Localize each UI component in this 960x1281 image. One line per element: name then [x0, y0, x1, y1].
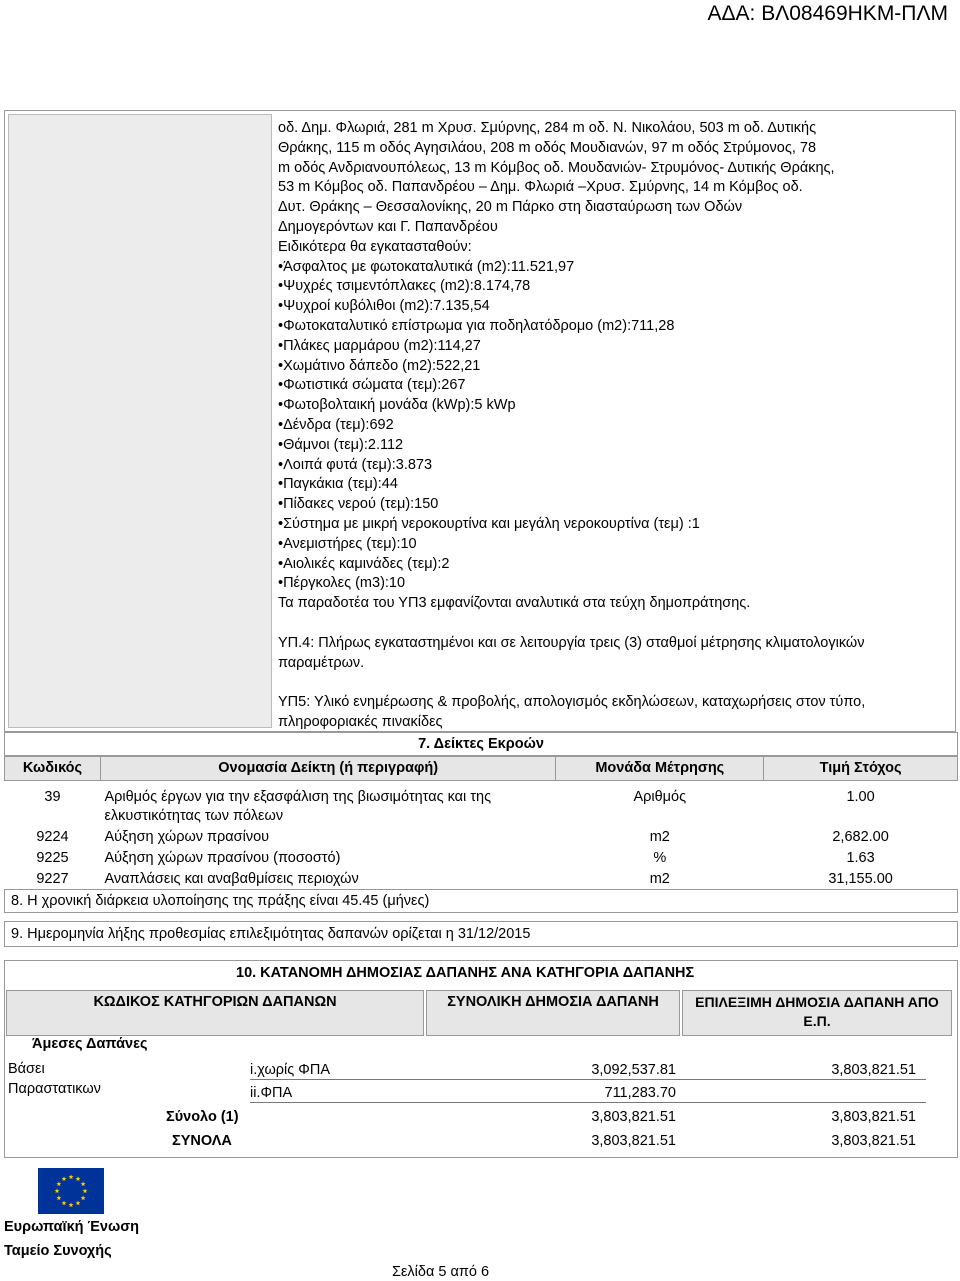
- indicator-code: 9227: [36, 871, 69, 887]
- ada-header: ΑΔΑ: ΒΛ08469ΗΚΜ-ΠΛΜ: [707, 2, 948, 25]
- basis-label-1: Βάσει: [8, 1061, 45, 1077]
- desc-line: •Ψυχροί κυβόλιθοι (m2):7.135,54: [278, 298, 490, 315]
- totals-eligible: 3,803,821.51: [831, 1133, 916, 1149]
- col-target-header: Τιμή Στόχος: [764, 757, 958, 781]
- basis-label-2: Παραστατικων: [8, 1081, 101, 1097]
- fund-name: Ταμείο Συνοχής: [4, 1243, 112, 1259]
- section10-title: 10. ΚΑΤΑΝΟΜΗ ΔΗΜΟΣΙΑΣ ΔΑΠΑΝΗΣ ΑΝΑ ΚΑΤΗΓΟΡΙΑ ΔΑΠΑΝΗΣ: [236, 965, 695, 981]
- col-eligible-label: ΕΠΙΛΕΞΙΜΗ ΔΗΜΟΣΙΑ ΔΑΠΑΝΗ ΑΠΟ Ε.Π.: [695, 994, 939, 1029]
- col-category-label: ΚΩΔΙΚΟΣ ΚΑΤΗΓΟΡΙΩΝ ΔΑΠΑΝΩΝ: [93, 994, 337, 1010]
- yp5-text: ΥΠ5: Υλικό ενημέρωσης & προβολής, απολογισμός εκδηλώσεων, καταχωρήσεις στον τύπο, πληροφοριακές πινακίδες: [278, 694, 866, 730]
- indicator-target: 1.63: [846, 850, 875, 866]
- desc-line: •Φωτοκαταλυτικό επίστρωμα για ποδηλατόδρομο (m2):711,28: [278, 317, 675, 334]
- desc-line: Δυτ. Θράκης – Θεσσαλονίκης, 20 m Πάρκο στη διασταύρωση των Οδών: [278, 199, 743, 216]
- table-row: [5, 787, 958, 827]
- indicator-target: 31,155.00: [828, 871, 893, 887]
- indicator-name: Αναπλάσεις και αναβαθμίσεις περιοχών: [104, 871, 359, 887]
- desc-line: •Λοιπά φυτά (τεμ):3.873: [278, 456, 433, 473]
- col-total-header: [426, 990, 680, 1036]
- desc-line: •Ψυχρές τσιμεντόπλακες (m2):8.174,78: [278, 278, 531, 295]
- subtotal-label: Σύνολο (1): [166, 1109, 239, 1125]
- col-eligible-header: [682, 990, 952, 1036]
- desc-line: •Παγκάκια (τεμ):44: [278, 476, 398, 493]
- col-total-label: ΣΥΝΟΛΙΚΗ ΔΗΜΟΣΙΑ ΔΑΠΑΝΗ: [447, 994, 659, 1010]
- subtotal-total: 3,803,821.51: [591, 1109, 676, 1125]
- vat-total: 711,283.70: [604, 1085, 676, 1101]
- page-number: Σελίδα 5 από 6: [392, 1264, 490, 1280]
- desc-line: •Άσφαλτος με φωτοκαταλυτικά (m2):11.521,97: [278, 258, 575, 275]
- desc-line: m οδός Ανδριανουπόλεως, 13 m Κόμβος οδ. Μουδανιών- Στρυμόνος- Δυτικής Θράκης,: [278, 159, 835, 176]
- totals-total: 3,803,821.51: [591, 1133, 676, 1149]
- section7-title: 7. Δείκτες Εκροών: [4, 732, 958, 756]
- subtotal-eligible: 3,803,821.51: [831, 1109, 916, 1125]
- no-vat-eligible: 3,803,821.51: [831, 1062, 916, 1078]
- desc-line: Δημογερόντων και Γ. Παπανδρέου: [278, 218, 498, 235]
- col-code-header: Κωδικός: [5, 757, 101, 781]
- indicator-code: 39: [44, 789, 61, 805]
- desc-line: •Φωτιστικά σώματα (τεμ):267: [278, 377, 466, 394]
- indicator-unit: m2: [649, 829, 670, 845]
- indicator-name: Αύξηση χώρων πρασίνου (ποσοστό): [104, 850, 341, 866]
- col-unit-header: Μονάδα Μέτρησης: [556, 757, 764, 781]
- yp4-text: ΥΠ.4: Πλήρως εγκαταστημένοι και σε λειτουργία τρεις (3) σταθμοί μέτρησης κλιματολογικών παραμέτρων.: [278, 634, 865, 671]
- eu-flag-icon: [38, 1168, 104, 1214]
- desc-line: •Πίδακες νερού (τεμ):150: [278, 496, 439, 513]
- desc-line: •Δένδρα (τεμ):692: [278, 416, 394, 433]
- eu-name: Ευρωπαϊκή Ένωση: [4, 1219, 139, 1235]
- col-category-header: [6, 990, 424, 1036]
- indicators-header-row: [5, 757, 958, 781]
- desc-line: 53 m Κόμβος οδ. Παπανδρέου – Δημ. Φλωριά –Χρυσ. Σμύρνης, 14 m Κόμβος οδ.: [278, 179, 803, 196]
- section9-deadline: [4, 921, 958, 947]
- desc-line: Θράκης, 115 m οδός Αγησιλάου, 208 m οδός Μουδιανών, 97 m οδός Στρύμονος, 78: [278, 139, 817, 156]
- table-row: [5, 848, 958, 869]
- col-name-header: Ονομασία Δείκτη (ή περιγραφή): [100, 757, 555, 781]
- desc-line: •Πλάκες μαρμάρου (m2):114,27: [278, 337, 481, 354]
- indicator-name: Αύξηση χώρων πρασίνου: [104, 829, 270, 845]
- section9-text: 9. Ημερομηνία λήξης προθεσμίας επιλεξιμότητας δαπανών ορίζεται η 31/12/2015: [11, 926, 531, 942]
- desc-line: Τα παραδοτέα του ΥΠ3 εμφανίζονται αναλυτικά στα τεύχη δημοπράτησης.: [278, 595, 751, 612]
- indicator-unit: m2: [649, 871, 670, 887]
- desc-line: οδ. Δημ. Φλωριά, 281 m Χρυσ. Σμύρνης, 284 m οδ. Ν. Νικολάου, 503 m οδ. Δυτικής: [278, 120, 817, 136]
- indicators-table: [4, 756, 958, 890]
- desc-line: •Σύστημα με μικρή νεροκουρτίνα και μεγάλη νεροκουρτίνα (τεμ) :1: [278, 515, 700, 532]
- desc-line: •Αιολικές καμινάδες (τεμ):2: [278, 555, 450, 572]
- table-row: [5, 827, 958, 848]
- indicator-name: Αριθμός έργων για την εξασφάλιση της βιωσιμότητας και της ελκυστικότητας των πόλεων: [104, 789, 492, 824]
- totals-label: ΣΥΝΟΛΑ: [172, 1133, 232, 1149]
- no-vat-label: i.χωρίς ΦΠΑ: [250, 1062, 330, 1078]
- table-row: [5, 869, 958, 890]
- description-label-cell: [8, 114, 272, 728]
- section8-duration: [4, 889, 958, 913]
- direct-costs-label: Άμεσες Δαπάνες: [32, 1036, 148, 1052]
- indicator-unit: Αριθμός: [633, 789, 687, 805]
- desc-line: •Χωμάτινο δάπεδο (m2):522,21: [278, 357, 481, 374]
- no-vat-total: 3,092,537.81: [591, 1062, 676, 1078]
- section8-text: 8. Η χρονική διάρκεια υλοποίησης της πράξης είναι 45.45 (μήνες): [11, 893, 430, 909]
- vat-label: ii.ΦΠΑ: [250, 1085, 293, 1101]
- description-text: [278, 119, 898, 733]
- indicator-unit: %: [653, 850, 667, 866]
- desc-line: •Πέργκολες (m3):10: [278, 575, 406, 592]
- indicator-code: 9224: [36, 829, 69, 845]
- indicator-code: 9225: [36, 850, 69, 866]
- indicator-target: 1.00: [846, 789, 875, 805]
- indicator-target: 2,682.00: [832, 829, 889, 845]
- desc-line: Ειδικότερα θα εγκατασταθούν:: [278, 238, 472, 255]
- desc-line: •Ανεμιστήρες (τεμ):10: [278, 535, 417, 552]
- desc-line: •Φωτοβολταική μονάδα (kWp):5 kWp: [278, 397, 516, 414]
- desc-line: •Θάμνοι (τεμ):2.112: [278, 436, 404, 453]
